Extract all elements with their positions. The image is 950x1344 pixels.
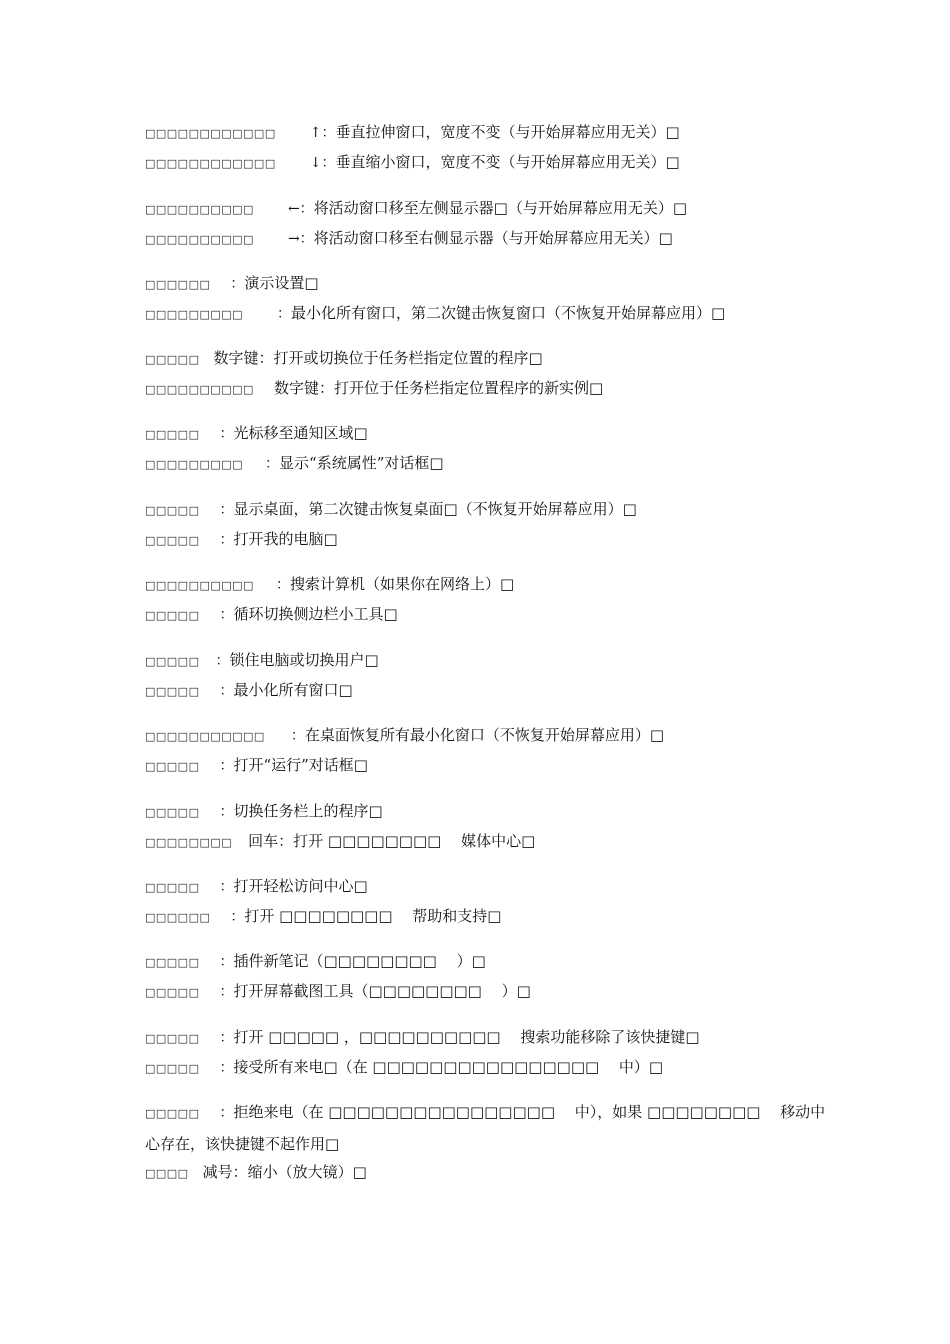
shortcut-line <box>145 373 830 405</box>
key-glyphs: □□□□□ <box>145 428 200 441</box>
key-glyphs: □□□□□ <box>145 806 200 819</box>
key-glyphs: □□□□□ <box>145 534 200 547</box>
shortcut-line <box>145 448 830 480</box>
key-glyphs: □□□□□□□□□□□□ <box>145 157 276 170</box>
shortcut-line <box>145 1097 830 1159</box>
shortcut-line <box>145 796 830 828</box>
shortcut-line <box>145 1052 830 1084</box>
shortcut-line <box>145 946 830 978</box>
description: 最小化所有窗口，第二次键击恢复窗口（不恢复开始屏幕应用）□ <box>291 304 726 322</box>
separator: ： <box>219 532 234 548</box>
key-glyphs: □□□□□□□□□□ <box>145 579 254 592</box>
separator: ： <box>219 758 234 774</box>
description: 数字键：打开位于任务栏指定位置程序的新实例□ <box>273 379 604 397</box>
shortcut-line <box>145 1022 830 1054</box>
description: 减号：缩小（放大镜）□ <box>202 1163 367 1181</box>
shortcut-line <box>145 675 830 707</box>
separator: ： <box>290 728 305 744</box>
key-glyphs: □□□□□ <box>145 504 200 517</box>
shortcut-line <box>145 826 830 858</box>
description: 打开 □□□□□ ，□□□□□□□□□□ 搜索功能移除了该快捷键□ <box>233 1028 700 1046</box>
shortcut-line <box>145 645 830 677</box>
description: 在桌面恢复所有最小化窗口（不恢复开始屏幕应用）□ <box>304 726 665 744</box>
separator: ： <box>219 502 234 518</box>
key-glyphs: □□□□□ <box>145 353 200 366</box>
description: 插件新笔记（□□□□□□□□ ）□ <box>233 952 486 970</box>
description: 打开屏幕截图工具（□□□□□□□□ ）□ <box>233 982 531 1000</box>
separator: ： <box>219 1030 234 1046</box>
description: 显示“系统属性”对话框□ <box>279 454 444 472</box>
shortcut-line <box>145 871 830 903</box>
shortcut-line <box>145 901 830 933</box>
description: 拒绝来电（在 □□□□□□□□□□□□□□□□ 中），如果 □□□□□□□□ 移动中心存在，该快捷键不起作用□ <box>145 1103 826 1153</box>
separator: ： <box>265 456 280 472</box>
description: 回车：打开 □□□□□□□□ 媒体中心□ <box>248 832 536 850</box>
shortcut-line <box>145 750 830 782</box>
shortcut-line <box>145 147 830 179</box>
description: 垂直缩小窗口，宽度不变（与开始屏幕应用无关）□ <box>335 153 680 171</box>
shortcut-line <box>145 268 830 300</box>
key-glyphs: □□□□□□□□□ <box>145 458 244 471</box>
key-glyphs: □□□□□ <box>145 655 200 668</box>
key-glyphs: □□□□□ <box>145 1107 200 1120</box>
separator: ： <box>219 954 234 970</box>
separator: ： <box>275 577 290 593</box>
key-glyphs: □□□□□□□□□□□ <box>145 730 265 743</box>
key-glyphs: □□□□□ <box>145 760 200 773</box>
key-glyphs: □□□□ <box>145 1167 189 1180</box>
separator: ： <box>219 426 234 442</box>
shortcut-line <box>145 976 830 1008</box>
key-glyphs: □□□□□ <box>145 1062 200 1075</box>
shortcut-line <box>145 418 830 450</box>
shortcut-line <box>145 343 830 375</box>
separator: ： <box>230 909 245 925</box>
description: 打开 □□□□□□□□ 帮助和支持□ <box>244 907 502 925</box>
separator: ： <box>219 879 234 895</box>
description: 搜索计算机（如果你在网络上）□ <box>289 575 515 593</box>
separator: ： <box>219 1105 234 1121</box>
key-glyphs: □□□□□□□□□□□□ <box>145 127 276 140</box>
shortcut-line <box>145 298 830 330</box>
description: 数字键：打开或切换位于任务栏指定位置的程序□ <box>213 349 543 367</box>
description: 将活动窗口移至左侧显示器□（与开始屏幕应用无关）□ <box>313 199 688 217</box>
shortcut-line <box>145 494 830 526</box>
shortcut-line <box>145 1157 830 1189</box>
key-glyphs: □□□□□□□□□□ <box>145 383 254 396</box>
description: 循环切换侧边栏小工具□ <box>233 605 398 623</box>
description: 显示桌面，第二次键击恢复桌面□（不恢复开始屏幕应用）□ <box>233 500 637 518</box>
separator: →： <box>287 231 314 247</box>
shortcut-line <box>145 223 830 255</box>
description: 锁住电脑或切换用户□ <box>229 651 379 669</box>
separator: ： <box>277 306 292 322</box>
key-glyphs: □□□□□□□□□ <box>145 308 244 321</box>
key-glyphs: □□□□□ <box>145 685 200 698</box>
separator: ： <box>219 804 234 820</box>
description: 演示设置□ <box>244 274 319 292</box>
description: 打开我的电脑□ <box>233 530 338 548</box>
description: 打开“运行”对话框□ <box>233 756 368 774</box>
description: 光标移至通知区域□ <box>233 424 368 442</box>
separator: ： <box>219 607 234 623</box>
shortcut-line <box>145 193 830 225</box>
separator: ： <box>219 1060 234 1076</box>
separator: ←： <box>287 201 314 217</box>
description: 打开轻松访问中心□ <box>233 877 368 895</box>
description: 垂直拉伸窗口，宽度不变（与开始屏幕应用无关）□ <box>335 123 680 141</box>
separator: ： <box>230 276 245 292</box>
shortcut-line <box>145 720 830 752</box>
shortcut-line <box>145 569 830 601</box>
key-glyphs: □□□□□□□□ <box>145 836 233 849</box>
separator: ↑： <box>309 125 336 141</box>
description: 接受所有来电□（在 □□□□□□□□□□□□□□□□ 中）□ <box>233 1058 664 1076</box>
key-glyphs: □□□□□ <box>145 956 200 969</box>
key-glyphs: □□□□□□□□□□ <box>145 203 254 216</box>
shortcut-line <box>145 599 830 631</box>
separator: ： <box>219 683 234 699</box>
key-glyphs: □□□□□□ <box>145 278 211 291</box>
description: 将活动窗口移至右侧显示器（与开始屏幕应用无关）□ <box>313 229 673 247</box>
key-glyphs: □□□□□ <box>145 881 200 894</box>
description: 最小化所有窗口□ <box>233 681 353 699</box>
key-glyphs: □□□□□ <box>145 986 200 999</box>
key-glyphs: □□□□□ <box>145 609 200 622</box>
key-glyphs: □□□□□□□□□□ <box>145 233 254 246</box>
separator: ： <box>215 653 230 669</box>
description: 切换任务栏上的程序□ <box>233 802 383 820</box>
key-glyphs: □□□□□□ <box>145 911 211 924</box>
shortcut-line <box>145 524 830 556</box>
shortcut-line <box>145 117 830 149</box>
separator: ↓： <box>309 155 336 171</box>
key-glyphs: □□□□□ <box>145 1032 200 1045</box>
separator: ： <box>219 984 234 1000</box>
